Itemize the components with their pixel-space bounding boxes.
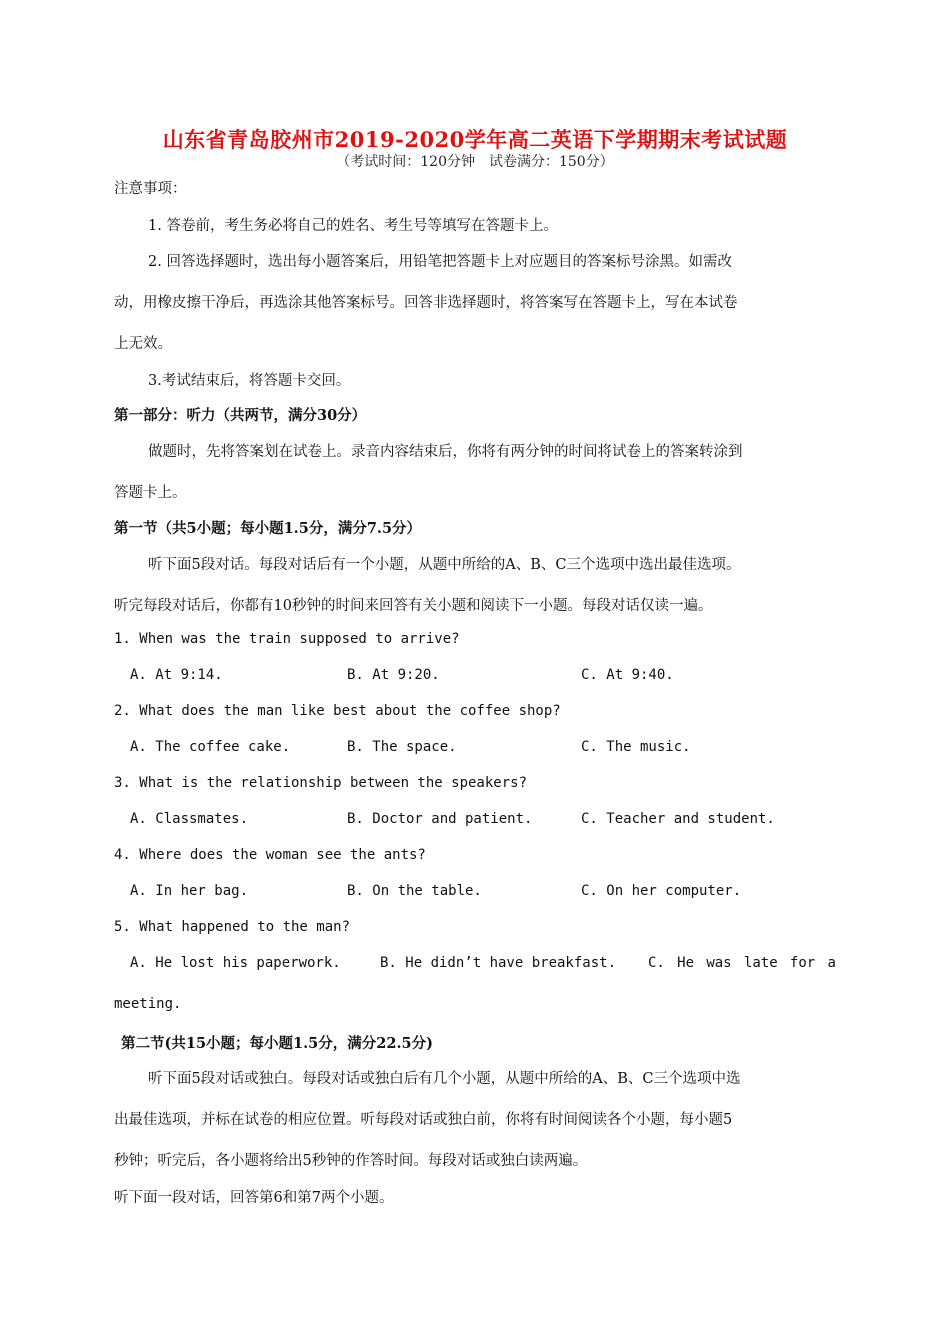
section1-intro-line-1: 听下面5段对话。每段对话后有一个小题，从题中所给的A、B、C三个选项中选出最佳选项。 bbox=[148, 557, 741, 573]
q5-option-c-word: for bbox=[789, 955, 816, 971]
section2-intro-line-3: 秒钟；听完后，各小题将给出5秒钟的作答时间。每段对话或独白读两遍。 bbox=[114, 1153, 588, 1169]
q1-option-c: C. At 9:40. bbox=[581, 667, 674, 683]
note-1: 1. 答卷前，考生务必将自己的姓名、考生号等填写在答题卡上。 bbox=[148, 218, 558, 234]
q4-option-a: A. In her bag. bbox=[130, 883, 249, 899]
note-2-line-1: 2. 回答选择题时，选出每小题答案后，用铅笔把答题卡上对应题目的答案标号涂黑。如需改 bbox=[148, 254, 732, 270]
q3-option-c: C. Teacher and student. bbox=[581, 811, 775, 827]
q5-option-c-word: a bbox=[827, 955, 836, 971]
question-5: 5. What happened to the man? bbox=[114, 919, 351, 935]
note-2-line-2: 动，用橡皮擦干净后，再选涂其他答案标号。回答非选择题时，将答案写在答题卡上，写在本试卷 bbox=[114, 295, 738, 311]
exam-title: 山东省青岛胶州市2019-2020学年高二英语下学期期末考试试题 bbox=[162, 127, 788, 152]
q4-option-c: C. On her computer. bbox=[581, 883, 742, 899]
notes-heading: 注意事项： bbox=[114, 181, 187, 197]
section2-intro-line-2: 出最佳选项，并标在试卷的相应位置。听每段对话或独白前，你将有时间阅读各个小题，每小题5 bbox=[114, 1112, 733, 1128]
q1-option-b: B. At 9:20. bbox=[347, 667, 440, 683]
part1-heading: 第一部分：听力（共两节，满分30分） bbox=[114, 407, 367, 424]
section1-intro-line-2: 听完每段对话后，你都有10秒钟的时间来回答有关小题和阅读下一小题。每段对话仅读一遍。 bbox=[114, 598, 713, 614]
q5-option-c-word: C. bbox=[648, 955, 665, 971]
q5-option-c-word: He bbox=[677, 955, 695, 971]
question-1: 1. When was the train supposed to arrive? bbox=[114, 631, 460, 647]
q3-option-a: A. Classmates. bbox=[130, 811, 249, 827]
section1-heading: 第一节（共5小题；每小题1.5分，满分7.5分） bbox=[114, 520, 422, 537]
q5-option-c bbox=[648, 955, 836, 971]
q2-option-a: A. The coffee cake. bbox=[130, 739, 291, 755]
exam-subtitle: （考试时间：120分钟 试卷满分：150分） bbox=[336, 154, 614, 170]
q5-option-c-continuation: meeting. bbox=[114, 996, 182, 1012]
q4-option-b: B. On the table. bbox=[347, 883, 482, 899]
q2-option-b: B. The space. bbox=[347, 739, 457, 755]
part1-intro-line-1: 做题时，先将答案划在试卷上。录音内容结束后，你将有两分钟的时间将试卷上的答案转涂到 bbox=[148, 444, 743, 460]
q5-option-c-word: was bbox=[706, 955, 732, 971]
q5-option-a: A. He lost his paperwork. bbox=[130, 955, 341, 971]
question-3: 3. What is the relationship between the speakers? bbox=[114, 775, 528, 791]
part1-intro-line-2: 答题卡上。 bbox=[114, 485, 187, 501]
note-2-line-3: 上无效。 bbox=[114, 336, 172, 352]
q5-option-c-word: late bbox=[743, 955, 778, 971]
section2-heading: 第二节(共15小题；每小题1.5分，满分22.5分) bbox=[121, 1035, 433, 1052]
q1-option-a: A. At 9:14. bbox=[130, 667, 223, 683]
q3-option-b: B. Doctor and patient. bbox=[347, 811, 533, 827]
question-4: 4. Where does the woman see the ants? bbox=[114, 847, 426, 863]
q5-option-b: B. He didn’t have breakfast. bbox=[380, 955, 617, 971]
q2-option-c: C. The music. bbox=[581, 739, 691, 755]
section2-next-instruction: 听下面一段对话，回答第6和第7两个小题。 bbox=[114, 1190, 394, 1206]
note-3: 3.考试结束后，将答题卡交回。 bbox=[148, 373, 351, 389]
section2-intro-line-1: 听下面5段对话或独白。每段对话或独白后有几个小题，从题中所给的A、B、C三个选项中选 bbox=[148, 1071, 741, 1087]
question-2: 2. What does the man like best about the coffee shop? bbox=[114, 703, 561, 719]
